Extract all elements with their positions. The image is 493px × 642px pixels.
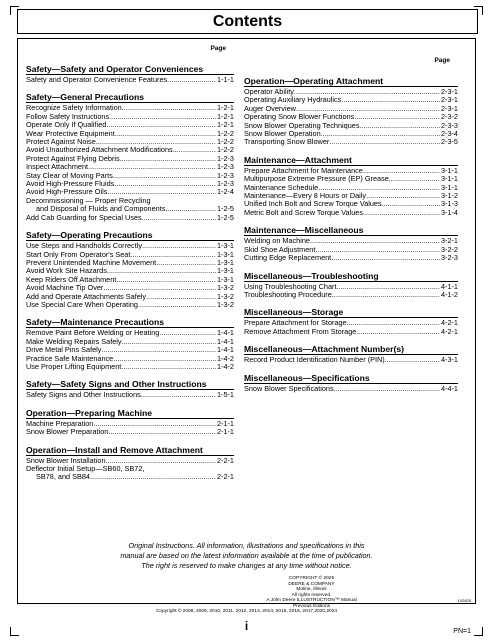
entry-title: Use Steps and Handholds Correctly [26, 241, 142, 251]
toc-entry[interactable] [244, 328, 458, 336]
footer-page-number: i [244, 619, 249, 633]
entry-title: Prepare Attachment for Maintenance [244, 165, 363, 175]
section-title: Miscellaneous—Storage [244, 307, 458, 318]
dot-leader [354, 113, 440, 121]
legal-line: The right is reserved to make changes at any time without notice. [141, 561, 352, 570]
entry-title: Operator Ability [244, 87, 294, 96]
entry-page: 1-4-1 [216, 345, 234, 355]
copyright-line: DEERE & COMPANY [288, 581, 335, 587]
dot-leader [321, 130, 440, 138]
entry-title: SB78, and SB84 [36, 472, 90, 482]
entry-page: 1-2-4 [216, 187, 234, 197]
entry-page: 1-2-5 [216, 204, 234, 214]
toc-section [244, 344, 458, 364]
entry-page: 2-3-4 [440, 129, 458, 139]
dot-leader [90, 473, 216, 481]
entry-title: Stay Clear of Moving Parts [26, 170, 113, 180]
toc-entry[interactable] [244, 385, 458, 393]
entry-page: 2-3-1 [440, 87, 458, 96]
entry-page: 2-1-1 [216, 418, 234, 428]
dot-leader [142, 242, 216, 250]
dot-leader [165, 205, 216, 213]
entry-title: Decommissioning — Proper Recycling [26, 195, 151, 205]
entry-title: Snow Blower Specifications [244, 383, 334, 393]
entry-title: and Disposal of Fluids and Components [36, 204, 166, 214]
dot-leader [116, 276, 216, 284]
entry-page: 1-5-1 [216, 390, 234, 400]
copyright-line: A John Deere ILLUSTRUCTION™ Manual [266, 598, 357, 603]
right-section-list [244, 76, 458, 393]
entry-title: Machine Preparation [26, 418, 94, 428]
dot-leader [329, 138, 440, 146]
entry-title: Troubleshooting Procedure [244, 289, 332, 299]
entry-page: 1-2-2 [216, 128, 234, 138]
dot-leader [108, 428, 216, 436]
contents-frame [17, 38, 476, 614]
copyright-line: Previous Editions [292, 603, 331, 609]
toc-entry[interactable] [26, 301, 234, 309]
entry-title: Recognize Safety Information [26, 103, 122, 113]
toc-entry[interactable] [244, 138, 458, 146]
entry-page: 1-2-1 [216, 111, 234, 121]
entry-title: Avoid Machine Tip Over [26, 283, 104, 293]
left-section-list [26, 64, 234, 482]
entry-page: 3-1-1 [440, 165, 458, 175]
section-title: Safety—Safety Signs and Other Instructions [26, 379, 234, 390]
entry-page: 4-1-1 [440, 281, 458, 291]
entry-page: 3-2-2 [440, 244, 458, 254]
toc-entry[interactable] [26, 473, 234, 481]
section-title: Miscellaneous—Troubleshooting [244, 271, 458, 282]
entry-title: Start Only From Operator's Seat [26, 249, 131, 259]
dot-leader [106, 121, 216, 129]
entry-title: Remove Paint Before Welding or Heating [26, 328, 160, 338]
entry-title: Maintenance—Every 8 Hours or Daily [244, 191, 367, 201]
entry-page: 2-3-3 [440, 120, 458, 130]
entry-page: 1-3-2 [216, 283, 234, 293]
dot-leader [120, 155, 216, 163]
dot-leader [122, 104, 216, 112]
toc-entry[interactable] [244, 356, 458, 364]
entry-title: Keep Riders Off Attachment [26, 274, 117, 284]
entry-title: Add and Operate Attachments Safely [26, 291, 147, 301]
entry-title: Follow Safety Instructions [26, 111, 110, 121]
section-title: Safety—Maintenance Precautions [26, 317, 234, 328]
toc-section [26, 64, 234, 84]
entry-page: 2-2-1 [216, 472, 234, 482]
entry-title: Snow Blower Operating Techniques [244, 120, 360, 130]
entry-title: Avoid High-Pressure Fluids [26, 179, 115, 189]
dot-leader [113, 355, 216, 363]
entry-page: 3-1-3 [440, 199, 458, 209]
dot-leader [347, 319, 440, 327]
right-column [244, 57, 458, 401]
entry-title: Prepare Attachment for Storage [244, 318, 347, 328]
section-title: Safety—Operating Precautions [26, 230, 234, 241]
entry-page: 1-4-2 [216, 361, 234, 371]
entry-page: 3-2-1 [440, 236, 458, 246]
copyright-line: All rights reserved. [291, 592, 332, 598]
entry-title: Protect Against Noise [26, 137, 96, 147]
entry-page: 3-1-2 [440, 191, 458, 201]
document-code: 102825 [457, 598, 471, 603]
entry-page: 1-4-1 [216, 336, 234, 346]
dot-leader [93, 420, 216, 428]
dot-leader [121, 363, 216, 371]
dot-leader [107, 267, 216, 275]
entry-title: Avoid High-Pressure Oils [26, 187, 108, 197]
toc-section [244, 76, 458, 147]
legal-notice [18, 541, 475, 571]
dot-leader [331, 254, 440, 262]
dot-leader [315, 246, 440, 254]
entry-title: Using Troubleshooting Chart [244, 281, 337, 291]
entry-page: 1-2-2 [216, 137, 234, 147]
entry-title: Record Product Identification Number (PIN) [244, 355, 385, 365]
toc-section [26, 92, 234, 222]
copyright-line: Moline, Illinois [296, 587, 327, 592]
entry-page: 2-3-1 [440, 95, 458, 105]
entry-page: 3-1-1 [440, 182, 458, 192]
entry-page: 3-2-3 [440, 253, 458, 263]
dot-leader [141, 391, 216, 399]
dot-leader [167, 76, 216, 84]
dot-leader [114, 180, 216, 188]
entry-page: 4-2-1 [440, 318, 458, 328]
entry-title: Metric Bolt and Screw Torque Values [244, 207, 363, 217]
entry-title: Prevent Unintended Machine Movement [26, 257, 157, 267]
toc-entry[interactable] [26, 363, 234, 371]
dot-leader [122, 338, 216, 346]
copyright-line: Copyright © 2008, 2009, 2010, 2011, 2012, 2013, 2014, 2015, 2016, 2017,2020,2024 [155, 609, 338, 614]
section-title: Maintenance—Miscellaneous [244, 225, 458, 236]
entry-title: Welding on Machine [244, 236, 310, 246]
entry-title: Unified Inch Bolt and Screw Torque Values [244, 199, 382, 209]
entry-page: 1-3-1 [216, 241, 234, 251]
dot-leader [332, 291, 440, 299]
dot-leader [113, 172, 216, 180]
dot-leader [138, 301, 216, 309]
toc-entry[interactable] [26, 214, 234, 222]
dot-leader [142, 214, 216, 222]
entry-title: Maintenance Schedule [244, 182, 319, 192]
entry-page: 3-1-1 [440, 174, 458, 184]
entry-page: 1-2-2 [216, 145, 234, 155]
entry-page: 4-2-1 [440, 326, 458, 336]
toc-section [244, 373, 458, 393]
entry-page: 4-4-1 [440, 383, 458, 393]
section-title: Safety—General Precautions [26, 92, 234, 103]
entry-title: Transporting Snow Blower [244, 137, 330, 147]
entry-title: Remove Attachment From Storage [244, 326, 357, 336]
entry-page: 2-3-2 [440, 112, 458, 122]
dot-leader [341, 96, 440, 104]
section-title: Operation—Install and Remove Attachment [26, 445, 234, 456]
dot-leader [101, 346, 216, 354]
legal-line: Original Instructions. All information, illustrations and specifications in this [128, 541, 365, 550]
toc-section [26, 408, 234, 437]
section-title: Miscellaneous—Attachment Number(s) [244, 344, 458, 355]
entry-title: Multipurpose Extreme Pressure (EP) Grease [244, 174, 389, 184]
toc-entry[interactable] [244, 291, 458, 299]
entry-page: 2-2-1 [216, 455, 234, 465]
dot-leader [356, 328, 440, 336]
entry-page: 1-2-3 [216, 153, 234, 163]
dot-leader [159, 329, 216, 337]
entry-page: 1-2-1 [216, 103, 234, 113]
entry-page: 1-2-3 [216, 179, 234, 189]
dot-leader [146, 293, 216, 301]
entry-title: Avoid Work Site Hazards [26, 266, 107, 276]
dot-leader [382, 200, 440, 208]
entry-page: 2-3-1 [440, 103, 458, 113]
entry-title: Safety and Operator Convenience Features [26, 75, 168, 84]
entry-page: 1-3-1 [216, 266, 234, 276]
dot-leader [109, 113, 216, 121]
dot-leader [173, 146, 216, 154]
entry-page: 1-3-2 [216, 291, 234, 301]
entry-title: Practice Safe Maintenance [26, 353, 114, 363]
entry-title: Skid Shoe Adjustment [244, 244, 316, 254]
entry-title: Add Cab Guarding for Special Uses [26, 212, 142, 222]
entry-title: Operating Snow Blower Functions [244, 112, 355, 122]
entry-title: Deflector Initial Setup—SB60, SB72, [26, 464, 145, 473]
legal-line: manual are based on the latest information available at the time of publication. [120, 551, 373, 560]
entry-page: 4-1-2 [440, 289, 458, 299]
toc-section [26, 379, 234, 399]
dot-leader [336, 283, 439, 291]
entry-title: Protect Against Flying Debris [26, 153, 120, 163]
dot-leader [363, 209, 440, 217]
entry-page: 1-2-3 [216, 170, 234, 180]
toc-section [244, 271, 458, 300]
entry-title: Use Special Care When Operating [26, 299, 138, 309]
entry-title: Snow Blower Operation [244, 129, 321, 139]
toc-section [244, 155, 458, 217]
entry-page: 1-2-1 [216, 120, 234, 130]
section-title: Miscellaneous—Specifications [244, 373, 458, 384]
entry-title: Use Proper Lifting Equipment [26, 361, 122, 371]
toc-section [26, 230, 234, 309]
entry-page: 2-3-5 [440, 137, 458, 147]
toc-entry[interactable] [26, 428, 234, 436]
section-title: Operation—Operating Attachment [244, 76, 458, 87]
entry-page: 4-3-1 [440, 355, 458, 365]
entry-title: Cutting Edge Replacement [244, 253, 332, 263]
dot-leader [389, 175, 440, 183]
section-title: Safety—Safety and Operator Conveniences [26, 64, 234, 75]
page-column-header-right: Page [434, 57, 450, 64]
dot-leader [156, 259, 216, 267]
toc-entry[interactable] [244, 209, 458, 217]
copyright-line: COPYRIGHT © 2025 [288, 576, 335, 581]
section-title: Operation—Preparing Machine [26, 408, 234, 419]
copyright-block [18, 576, 475, 615]
entry-title: Make Welding Repairs Safely [26, 336, 122, 346]
entry-title: Snow Blower Installation [26, 455, 106, 465]
left-column [26, 45, 234, 490]
entry-page: 1-3-1 [216, 274, 234, 284]
entry-page: 1-3-2 [216, 299, 234, 309]
dot-leader [385, 356, 440, 364]
entry-page: 1-4-2 [216, 353, 234, 363]
entry-title: Inspect Attachment [26, 162, 89, 172]
entry-page: 1-3-1 [216, 249, 234, 259]
toc-entry[interactable] [244, 254, 458, 262]
toc-section [244, 307, 458, 336]
entry-title: Auger Overview [244, 103, 296, 113]
entry-page: 1-4-1 [216, 328, 234, 338]
entry-title: Safety Signs and Other Instructions [26, 390, 141, 400]
toc-section [26, 445, 234, 482]
dot-leader [359, 122, 439, 130]
dot-leader [115, 130, 216, 138]
entry-page: 2-1-1 [216, 427, 234, 437]
footer-pn: PN=1 [453, 628, 471, 635]
entry-page: 1-1-1 [216, 75, 234, 84]
entry-title: Avoid Unauthorized Attachment Modifications [26, 145, 173, 155]
entry-title: Operating Auxiliary Hydraulics [244, 95, 342, 105]
entry-title: Snow Blower Preparation [26, 427, 109, 437]
toc-section [26, 317, 234, 371]
page-column-header-left: Page [210, 45, 226, 52]
entry-title: Drive Metal Pins Safely [26, 345, 102, 355]
section-title: Maintenance—Attachment [244, 155, 458, 166]
entry-page: 3-1-4 [440, 207, 458, 217]
toc-entry[interactable] [26, 391, 234, 399]
entry-page: 1-3-1 [216, 257, 234, 267]
dot-leader [310, 237, 440, 245]
dot-leader [334, 385, 440, 393]
toc-section [244, 225, 458, 262]
entry-page: 1-2-3 [216, 162, 234, 172]
toc-entry[interactable] [26, 76, 234, 84]
page-title: Contents [17, 9, 478, 34]
entry-title: Wear Protective Equipment [26, 128, 115, 138]
entry-title: Operate Only If Qualified [26, 120, 107, 130]
entry-page: 1-2-5 [216, 212, 234, 222]
